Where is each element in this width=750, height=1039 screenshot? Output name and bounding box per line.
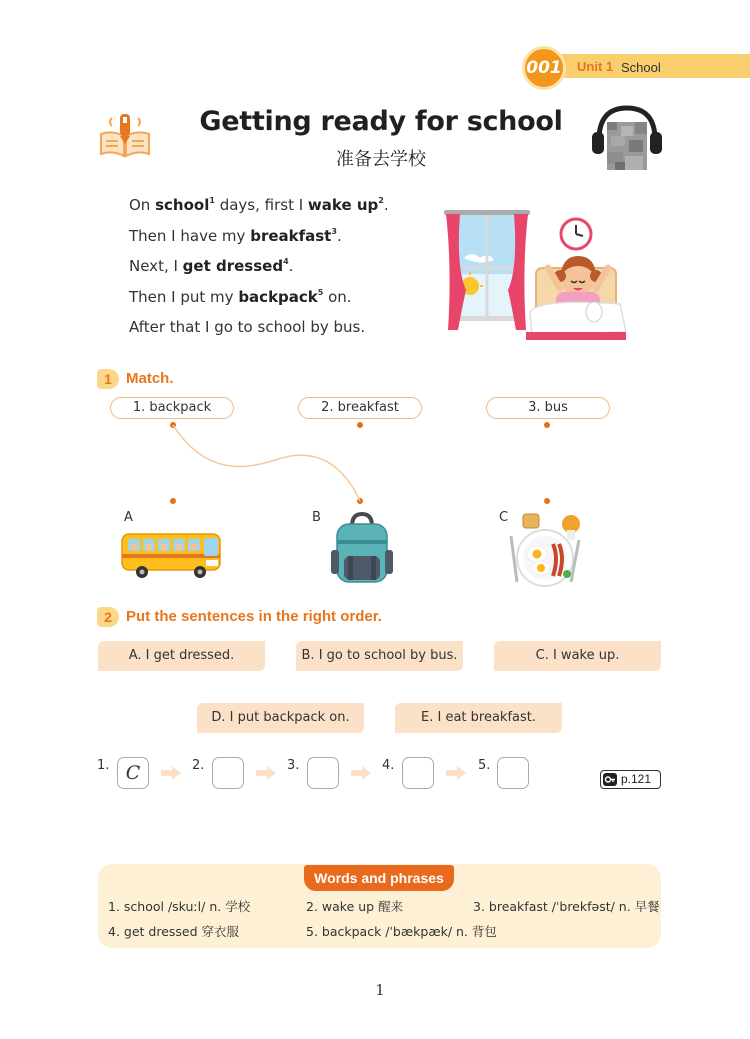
story-line xyxy=(129,257,389,288)
keyword: backpack xyxy=(238,287,318,306)
keyword: school xyxy=(155,196,210,214)
unit-number-badge: 001 xyxy=(522,46,566,90)
match-dot-word-3[interactable] xyxy=(544,422,550,428)
order-answer-3[interactable] xyxy=(307,757,339,789)
breakfast-plate-icon[interactable] xyxy=(505,510,585,588)
arrow-right-icon xyxy=(161,766,181,780)
headphone-audio-icon[interactable] xyxy=(591,102,663,174)
word-item-2: 2. wake up 醒来 xyxy=(306,899,404,914)
story-line xyxy=(129,288,389,319)
story-text-run: Then I put my xyxy=(129,287,239,306)
order-label-2: 2. xyxy=(192,758,205,773)
story-text-run: Then I have my xyxy=(129,226,251,245)
story-text-run: days, first I xyxy=(214,196,308,214)
keyword: get dressed xyxy=(182,257,284,275)
match-word-3[interactable]: 3. bus xyxy=(486,397,610,419)
sentence-e: E. I eat breakfast. xyxy=(395,703,562,733)
page-title: Getting ready for school xyxy=(199,106,563,137)
section-1-number: 1 xyxy=(97,369,119,389)
word-item-5: 5. backpack /ˈbækpæk/ n. 背包 xyxy=(306,924,497,939)
footnote-number: 5 xyxy=(317,287,324,297)
match-dot-picture-a[interactable] xyxy=(170,498,176,504)
story-text-run: On xyxy=(129,196,156,214)
words-and-phrases-title: Words and phrases xyxy=(304,865,454,891)
story-text xyxy=(129,196,389,349)
story-line xyxy=(129,318,389,349)
footnote-number: 1 xyxy=(209,196,215,205)
story-text-run: on. xyxy=(323,287,352,306)
girl-waking-up-illustration xyxy=(440,208,626,342)
story-line xyxy=(129,196,389,227)
arrow-right-icon xyxy=(351,766,371,780)
unit-label: Unit 1 xyxy=(577,59,614,74)
story-text-run: . xyxy=(336,226,342,245)
order-answer-5[interactable] xyxy=(497,757,529,789)
word-item-1: 1. school /skuːl/ n. 学校 xyxy=(108,899,251,914)
order-answer-4[interactable] xyxy=(402,757,434,789)
backpack-icon[interactable] xyxy=(330,512,394,586)
story-text-run: . xyxy=(288,257,294,275)
section-1-title: Match. xyxy=(126,370,174,387)
section-2-title: Put the sentences in the right order. xyxy=(126,608,382,625)
arrow-right-icon xyxy=(256,766,276,780)
sentence-a: A. I get dressed. xyxy=(98,641,265,671)
answer-page-reference[interactable]: p.121 xyxy=(600,770,661,789)
picture-letter-a: A xyxy=(124,510,133,525)
page-number: 1 xyxy=(375,981,385,999)
sentence-c: C. I wake up. xyxy=(494,641,661,671)
match-word-2[interactable]: 2. breakfast xyxy=(298,397,422,419)
word-item-4: 4. get dressed 穿衣服 xyxy=(108,924,240,939)
order-label-4: 4. xyxy=(382,758,395,773)
story-text-run: After that I go to school by bus. xyxy=(129,318,366,336)
footnote-number: 4 xyxy=(283,257,289,266)
word-item-3: 3. breakfast /ˈbrekfəst/ n. 早餐 xyxy=(473,899,660,914)
keyword: wake up xyxy=(307,196,379,214)
match-word-1[interactable]: 1. backpack xyxy=(110,397,234,419)
match-dot-word-1[interactable] xyxy=(170,422,176,428)
order-label-1: 1. xyxy=(97,758,110,773)
story-text-run: Next, I xyxy=(129,257,183,275)
match-dot-picture-c[interactable] xyxy=(544,498,550,504)
unit-name: School xyxy=(621,60,661,75)
section-2-number: 2 xyxy=(97,607,119,627)
story-line xyxy=(129,227,389,258)
order-answer-1[interactable]: C xyxy=(117,757,149,789)
story-text-run: . xyxy=(383,196,389,214)
page-subtitle: 准备去学校 xyxy=(336,149,426,170)
arrow-right-icon xyxy=(446,766,466,780)
match-dot-picture-b[interactable] xyxy=(357,498,363,504)
order-answer-2[interactable] xyxy=(212,757,244,789)
match-dot-word-2[interactable] xyxy=(357,422,363,428)
picture-letter-b: B xyxy=(312,510,321,525)
order-label-5: 5. xyxy=(478,758,491,773)
picture-letter-c: C xyxy=(499,510,509,525)
footnote-number: 2 xyxy=(378,196,384,205)
key-icon xyxy=(603,773,617,786)
order-label-3: 3. xyxy=(287,758,300,773)
footnote-number: 3 xyxy=(331,226,337,236)
sentence-b: B. I go to school by bus. xyxy=(296,641,463,671)
keyword: breakfast xyxy=(250,226,332,245)
school-bus-icon[interactable] xyxy=(120,530,224,580)
sentence-d: D. I put backpack on. xyxy=(197,703,364,733)
